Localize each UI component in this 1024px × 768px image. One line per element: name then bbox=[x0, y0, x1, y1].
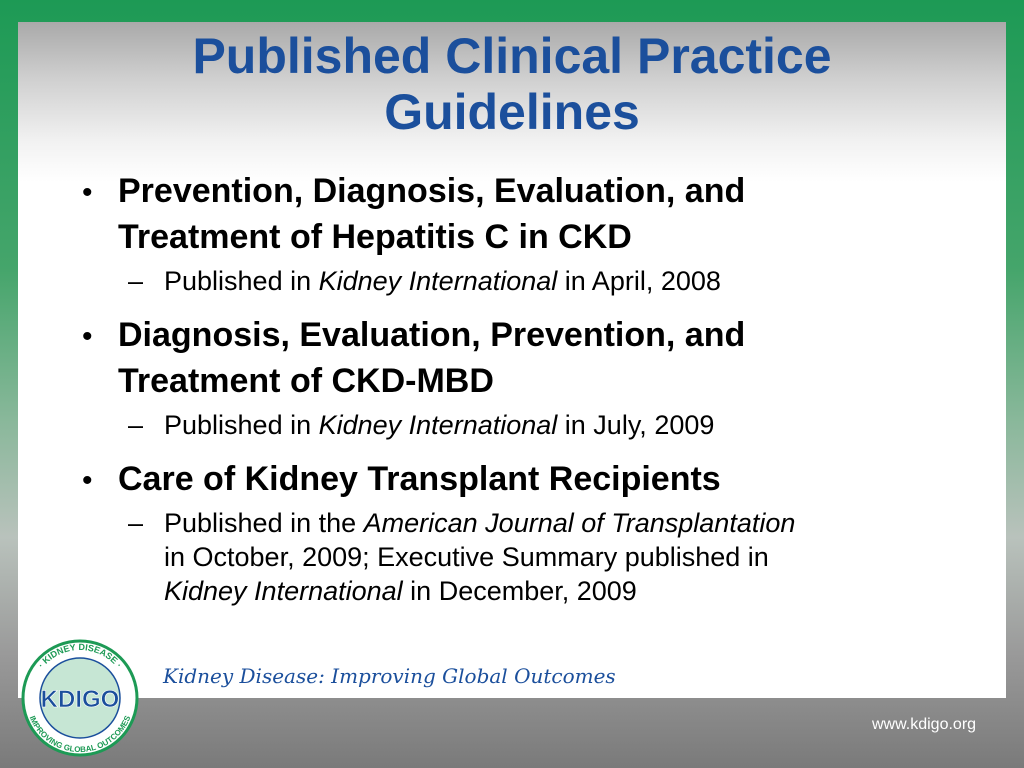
logo-ring-bottom: IMPROVING GLOBAL OUTCOMES bbox=[27, 714, 133, 755]
footer-url: www.kdigo.org bbox=[872, 716, 977, 733]
guideline-item-hepatitis-c bbox=[78, 168, 978, 298]
guideline-item-transplant bbox=[78, 456, 978, 608]
guideline-title: Prevention, Diagnosis, Evaluation, and Treatment of Hepatitis C in CKD bbox=[118, 172, 746, 256]
bullet-list bbox=[78, 168, 978, 622]
dash-glyph: – bbox=[128, 410, 144, 440]
bullet-glyph: • bbox=[82, 320, 93, 353]
publication-note: – Published in the American Journal of Transplantation in October, 2009; Executive Summary published in Kidney International in December, 2009 bbox=[128, 508, 796, 606]
guideline-title: Care of Kidney Transplant Recipients bbox=[118, 460, 721, 498]
publication-note: – Published in Kidney International in July, 2009 bbox=[128, 410, 715, 440]
dash-glyph: – bbox=[128, 508, 144, 538]
title-line-1: Published Clinical Practice bbox=[192, 28, 832, 84]
guideline-item-ckd-mbd bbox=[78, 312, 978, 442]
journal-name: American Journal of Transplantation bbox=[363, 508, 796, 538]
logo-ring-top: · KIDNEY DISEASE · bbox=[35, 641, 125, 670]
logo-wordmark: KDIGO bbox=[40, 686, 120, 713]
journal-name: Kidney International bbox=[164, 576, 403, 606]
dash-glyph: – bbox=[128, 266, 144, 296]
bullet-glyph: • bbox=[82, 464, 93, 497]
footer-tagline: Kidney Disease: Improving Global Outcomes bbox=[163, 664, 616, 688]
title-line-2: Guidelines bbox=[384, 84, 640, 140]
bullet-glyph: • bbox=[82, 176, 93, 209]
journal-name: Kidney International bbox=[318, 266, 558, 296]
guideline-title: Diagnosis, Evaluation, Prevention, and Treatment of CKD-MBD bbox=[118, 316, 746, 400]
slide-title bbox=[18, 28, 1006, 140]
journal-name: Kidney International bbox=[318, 410, 558, 440]
publication-note: – Published in Kidney International in April, 2008 bbox=[128, 266, 721, 296]
kdigo-logo bbox=[10, 638, 150, 758]
